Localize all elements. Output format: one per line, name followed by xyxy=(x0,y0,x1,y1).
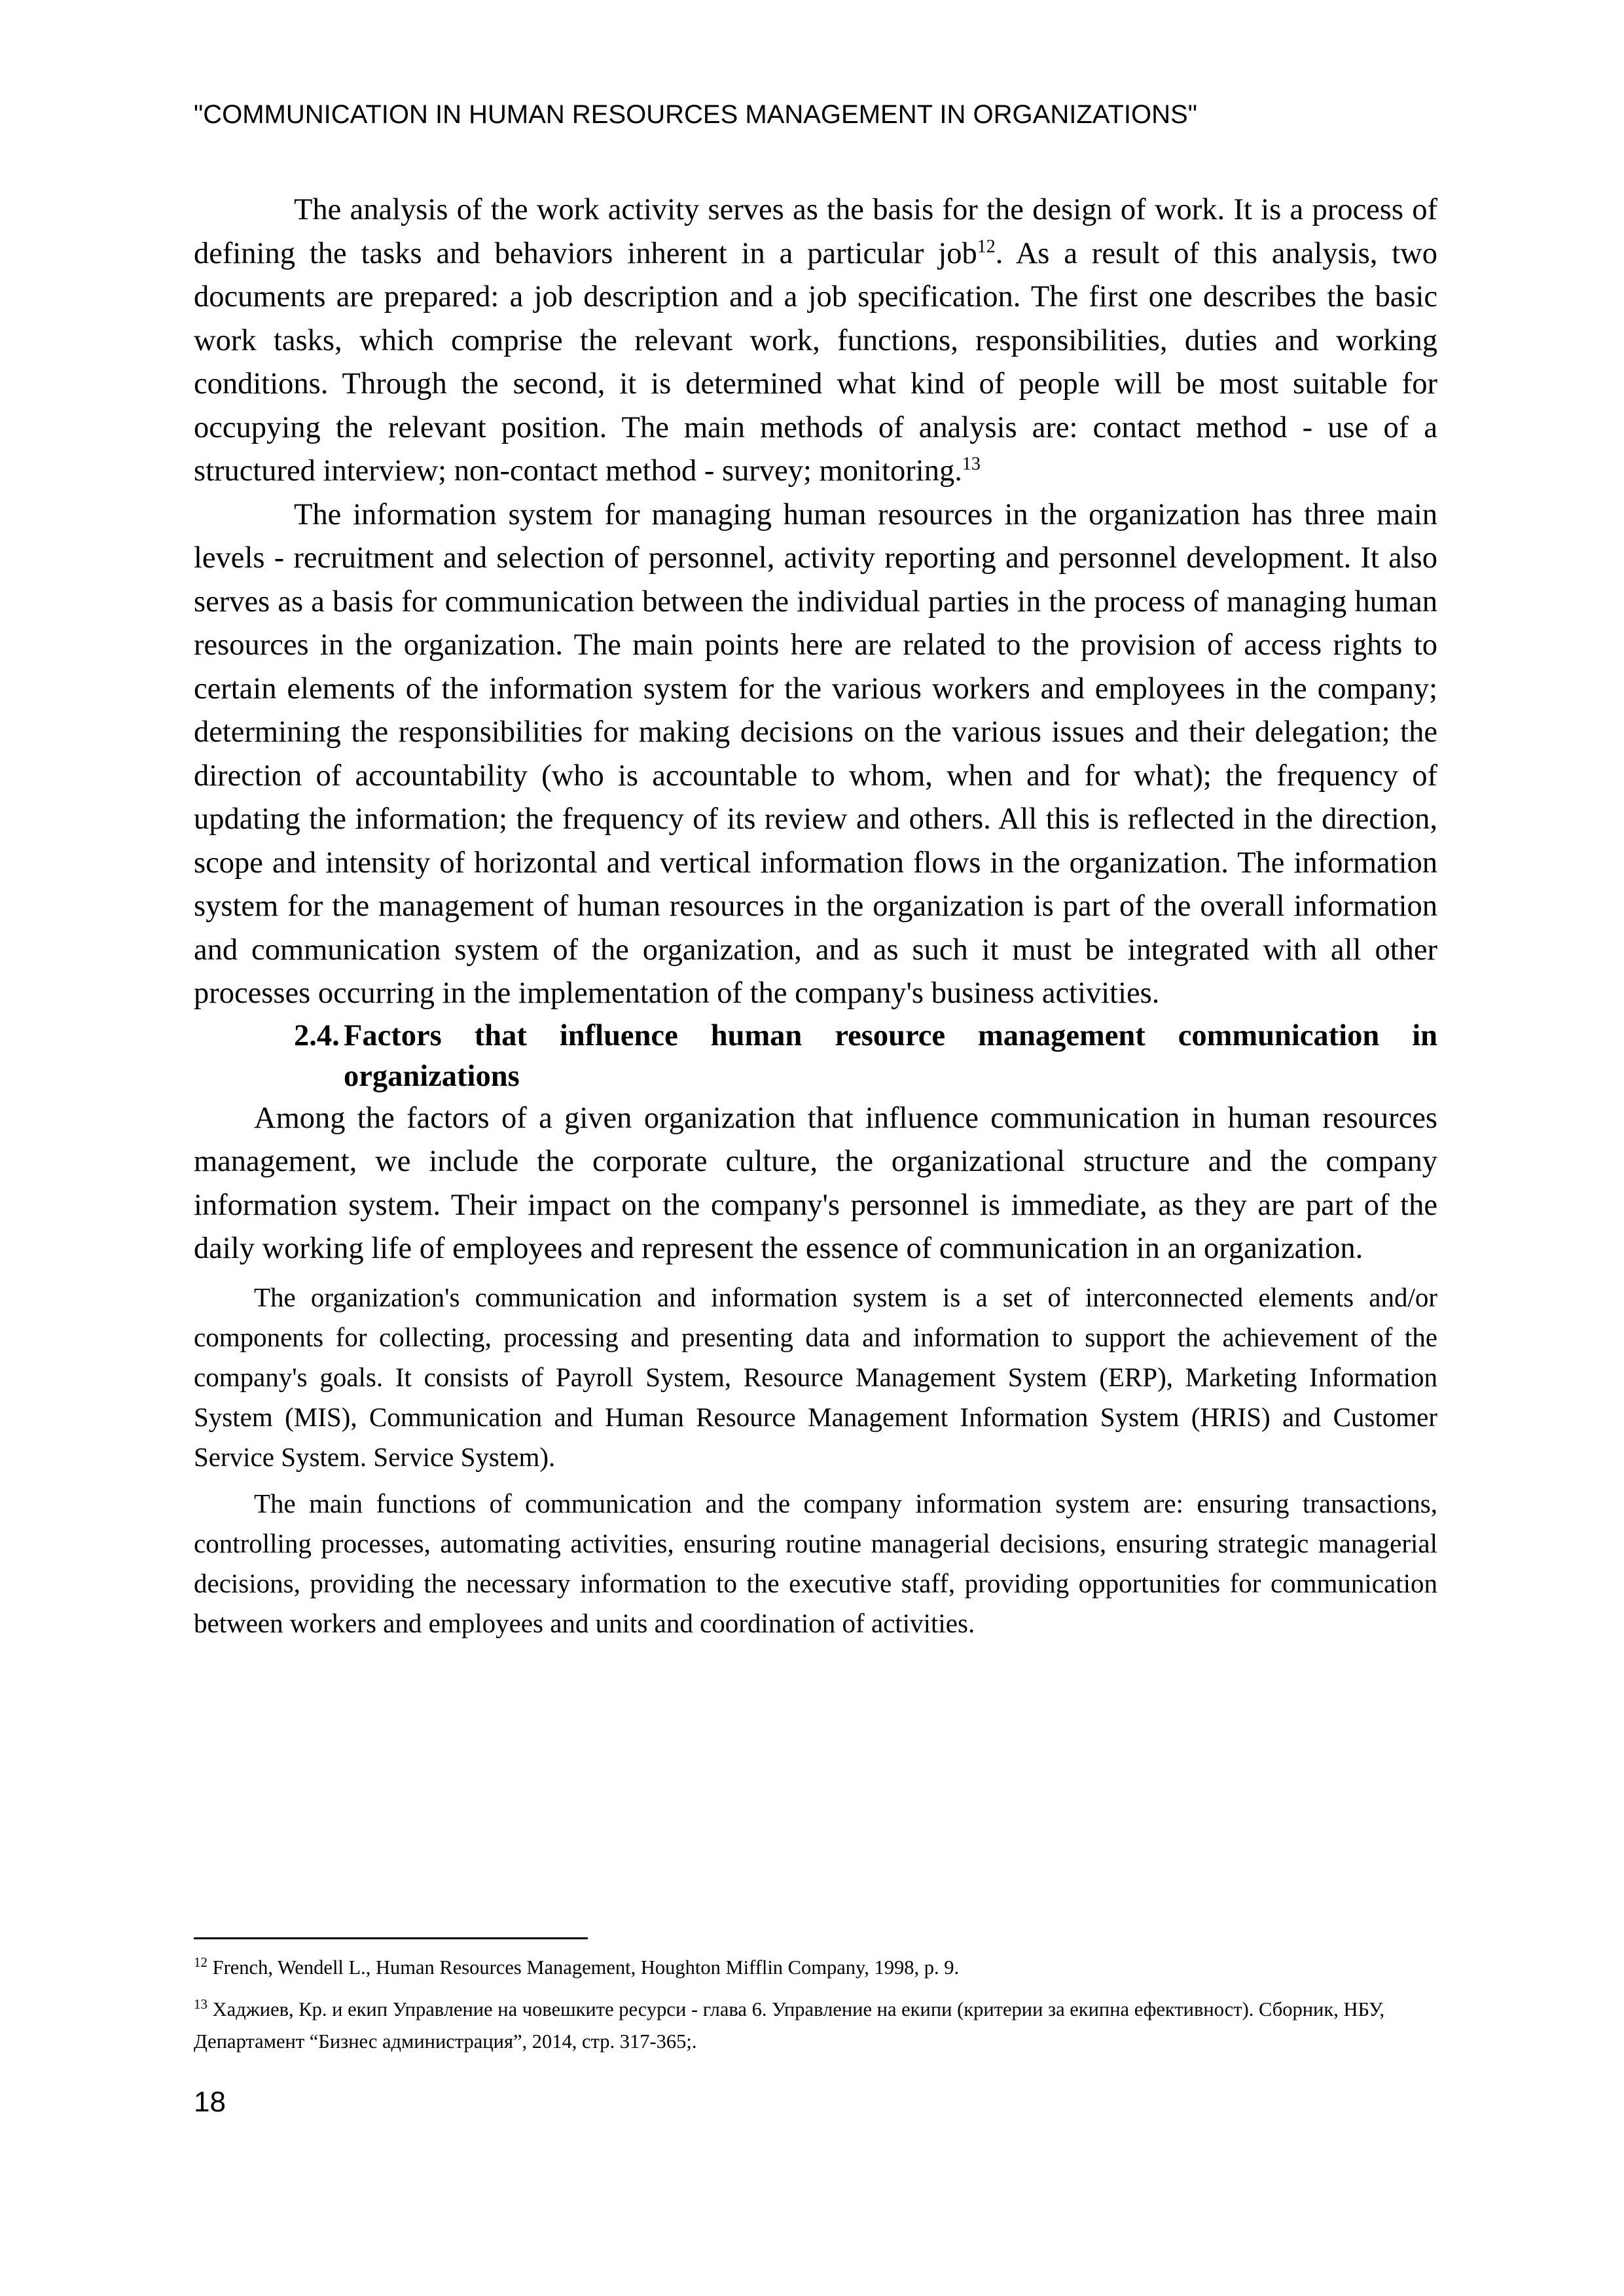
section-title xyxy=(344,1016,1437,1097)
section-heading xyxy=(194,1016,1437,1097)
paragraph-communication-system: The organization's communication and information system is a set of interconnected elements and/or components for collecting, processing and presenting data and information to support the achievement of the company's goals. It consists of Payroll System, Resource Management System (ERP), Marketing Information System (MIS), Communication and Human Resource Management Information System (HRIS) and Customer Service System. Service System). xyxy=(194,1282,1437,1472)
footnote-text: Хаджиев, Кр. и екип Управление на човешките ресурси - глава 6. Управление на екипи (критерии за екипна ефективност). Сборник, НБУ, Департамент “Бизнес администрация”, 2014, стр. 317-365;. xyxy=(194,1998,1385,2053)
paragraph-text: . As a result of this analysis, two documents are prepared: a job description and a job specification. The first one describes the basic work tasks, which comprise the relevant work, functions, responsibilities, duties and working conditions. Through the second, it is determined what kind of people will be most suitable for occupying the relevant position. The main methods of analysis are: contact method - use of a structured interview; non-contact method - survey; monitoring. xyxy=(194,236,1437,488)
footnote-text: French, Wendell L., Human Resources Management, Houghton Mifflin Company, 1998, p. 9. xyxy=(208,1956,960,1979)
footnote-reference-12[interactable]: 12 xyxy=(977,236,996,257)
paragraph-main-functions: The main functions of communication and the company information system are: ensuring transactions, controlling processes, automating activities, ensuring routine managerial decisions, ensuring strategic managerial decisions, providing the necessary information to the executive staff, providing opportunities for communication between workers and employees and units and coordination of activities. xyxy=(194,1488,1437,1638)
footnote-12 xyxy=(194,1952,1437,1984)
footnote-separator xyxy=(194,1937,588,1939)
footnote-mark: 12 xyxy=(194,1954,208,1970)
footnote-reference-13[interactable]: 13 xyxy=(962,454,981,475)
body-text xyxy=(194,188,1437,1643)
paragraph-information-system: The information system for managing human resources in the organization has three main levels - recruitment and selection of personnel, activity reporting and personnel development. It also serves as a basis for communication between the individual parties in the process of managing human resources in the organization. The main points here are related to the provision of access rights to certain elements of the information system for the various workers and employees in the company; determining the responsibilities for making decisions on the various issues and their delegation; the direction of accountability (who is accountable to whom, when and for what); the frequency of updating the information; the frequency of its review and others. All this is reflected in the direction, scope and intensity of horizontal and vertical information flows in the organization. The information system for the management of human resources in the organization is part of the overall information and communication system of the organization, and as such it must be integrated with all other processes occurring in the implementation of the company's business activities. xyxy=(194,497,1437,1010)
section-number: 2.4. xyxy=(294,1018,340,1052)
footnote-13 xyxy=(194,1994,1437,2058)
paragraph-job-analysis xyxy=(194,188,1437,493)
paragraph-factors: Among the factors of a given organization that influence communication in human resources management, we include the corporate culture, the organizational structure and the company information system. Their impact on the company's personnel is immediate, as they are part of the daily working life of employees and represent the essence of communication in an organization. xyxy=(194,1101,1437,1265)
section-title-line-1: Factors that influence human resource management communication in xyxy=(344,1018,1437,1052)
paragraph-text: The analysis of the work activity serves as the basis for the design of work. It is a process of defining the tasks and behaviors inherent in a particular job xyxy=(194,193,1437,270)
page-number: 18 xyxy=(194,2086,226,2118)
footnote-mark: 13 xyxy=(194,1996,208,2012)
section-title-line-2: organizations xyxy=(344,1059,520,1093)
running-header: "COMMUNICATION IN HUMAN RESOURCES MANAGEMENT IN ORGANIZATIONS" xyxy=(194,100,1197,129)
